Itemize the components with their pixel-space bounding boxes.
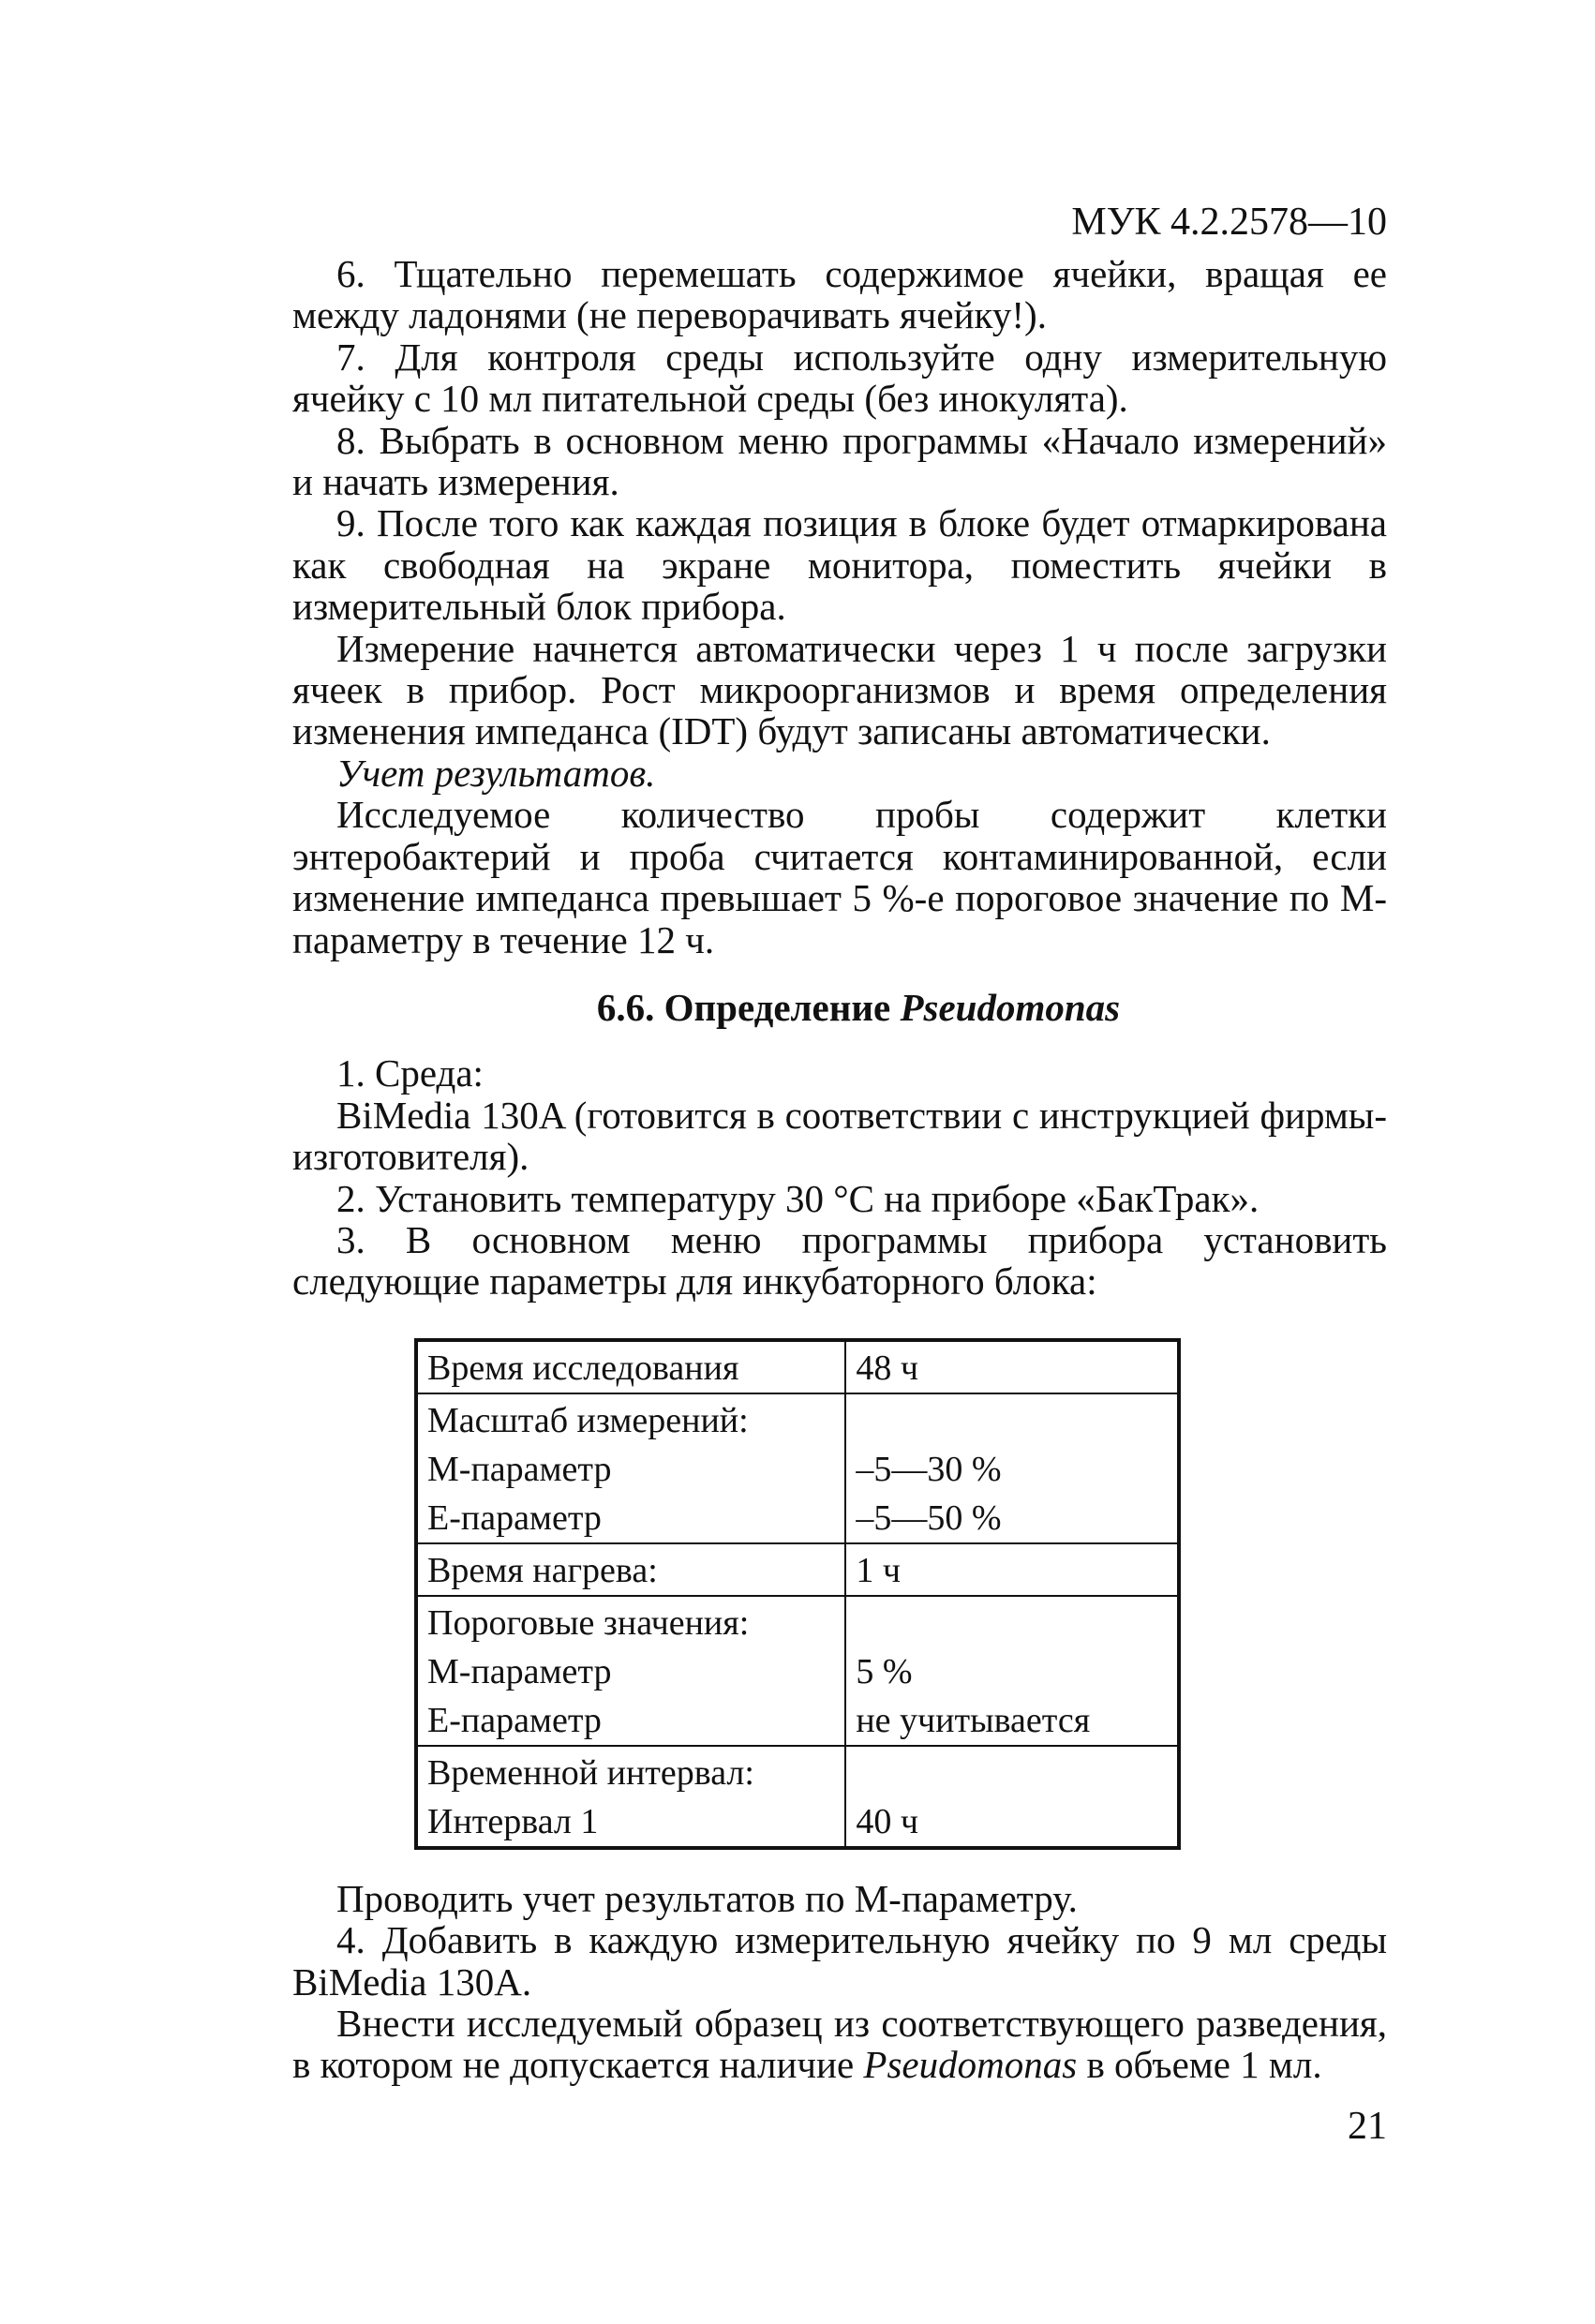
table-row <box>416 1543 1179 1596</box>
after-table-text: Проводить учет результатов по М-параметру. <box>336 1876 1078 1920</box>
threshold-e-value: не учитывается <box>856 1700 1091 1740</box>
interval-label: Временной интервал: <box>427 1752 754 1793</box>
final-text-start: Внести исследуемый образец из соответствующего разведения, в котором не допускается наличие <box>292 2001 1387 2087</box>
step-3-parameters: 3. В основном меню программы прибора установить следующие параметры для инкубаторного блока: <box>292 1217 1387 1304</box>
paragraph-step-9: 9. После того как каждая позиция в блоке будет отмаркирована как свободная на экране монитора, поместить ячейки в измерительный блок прибора. <box>292 501 1387 629</box>
scale-e-label: Е-параметр <box>427 1497 602 1538</box>
table-cell-label: Время нагрева: <box>416 1543 845 1596</box>
scale-e-value: –5—50 % <box>856 1497 1002 1538</box>
scale-label: Масштаб измерений: <box>427 1400 749 1440</box>
parameters-table <box>414 1338 1181 1850</box>
section-heading-organism: Pseudomonas <box>900 985 1121 1029</box>
medium-text: BiMedia 130A (готовится в соответствии с инструкцией фирмы-изготовителя). <box>292 1093 1387 1179</box>
scale-spacer <box>856 1396 1168 1445</box>
table-row <box>416 1393 1179 1543</box>
section-heading <box>292 987 1387 1028</box>
table-cell-label <box>416 1596 845 1746</box>
interval-sub-value: 40 ч <box>856 1801 918 1841</box>
table-row <box>416 1340 1179 1393</box>
medium-label: 1. Среда: <box>336 1051 484 1095</box>
table-cell-label <box>416 1746 845 1848</box>
table-cell-label <box>416 1393 845 1543</box>
table-cell-value: 1 ч <box>845 1543 1179 1596</box>
threshold-label: Пороговые значения: <box>427 1602 750 1643</box>
table-cell-label: Время исследования <box>416 1340 845 1393</box>
step-4-medium: 4. Добавить в каждую измерительную ячейку по 9 мл среды BiMedia 130A. <box>292 1918 1387 2004</box>
paragraph-step-8: 8. Выбрать в основном меню программы «Начало измерений» и начать измерения. <box>292 418 1387 504</box>
paragraph-step-7: 7. Для контроля среды используйте одну измерительную ячейку с 10 мл питательной среды (без инокулята). <box>292 335 1387 421</box>
results-title: Учет результатов. <box>336 751 656 795</box>
table-cell-value: 48 ч <box>845 1340 1179 1393</box>
table-cell-value <box>845 1746 1179 1848</box>
threshold-m-label: М-параметр <box>427 1651 612 1691</box>
final-text-end: в объеме 1 мл. <box>1086 2043 1322 2087</box>
table-row <box>416 1746 1179 1848</box>
step-2-temperature: 2. Установить температуру 30 °С на приборе «БакТрак». <box>336 1176 1260 1220</box>
section-heading-prefix: 6.6. Определение <box>596 985 891 1029</box>
threshold-e-label: Е-параметр <box>427 1700 602 1740</box>
table-row <box>416 1596 1179 1746</box>
scale-m-value: –5—30 % <box>856 1449 1002 1489</box>
page-number: 21 <box>1348 2105 1387 2148</box>
interval-sub-label: Интервал 1 <box>427 1801 599 1841</box>
paragraph-measurement: Измерение начнется автоматически через 1 ч после загрузки ячеек в прибор. Рост микроорганизмов и время определения изменения импеданса (IDT) будут записаны автоматически. <box>292 626 1387 753</box>
results-text: Исследуемое количество пробы содержит клетки энтеробактерий и проба считается контаминированной, если изменение импеданса превышает 5 %-е пороговое значение по М-параметру в течение 12 ч. <box>292 793 1387 961</box>
interval-spacer <box>856 1749 1168 1797</box>
table-cell-value <box>845 1393 1179 1543</box>
final-text-organism: Pseudomonas <box>863 2043 1078 2087</box>
paragraph-step-6: 6. Тщательно перемешать содержимое ячейки, вращая ее между ладонями (не переворачивать ячейку!). <box>292 252 1387 337</box>
threshold-spacer <box>856 1599 1168 1647</box>
threshold-m-value: 5 % <box>856 1651 913 1691</box>
document-code-header: МУК 4.2.2578—10 <box>1071 201 1387 244</box>
scale-m-label: М-параметр <box>427 1449 612 1489</box>
table-cell-value <box>845 1596 1179 1746</box>
final-paragraph <box>292 2003 1387 2086</box>
body-text <box>292 253 1387 2086</box>
